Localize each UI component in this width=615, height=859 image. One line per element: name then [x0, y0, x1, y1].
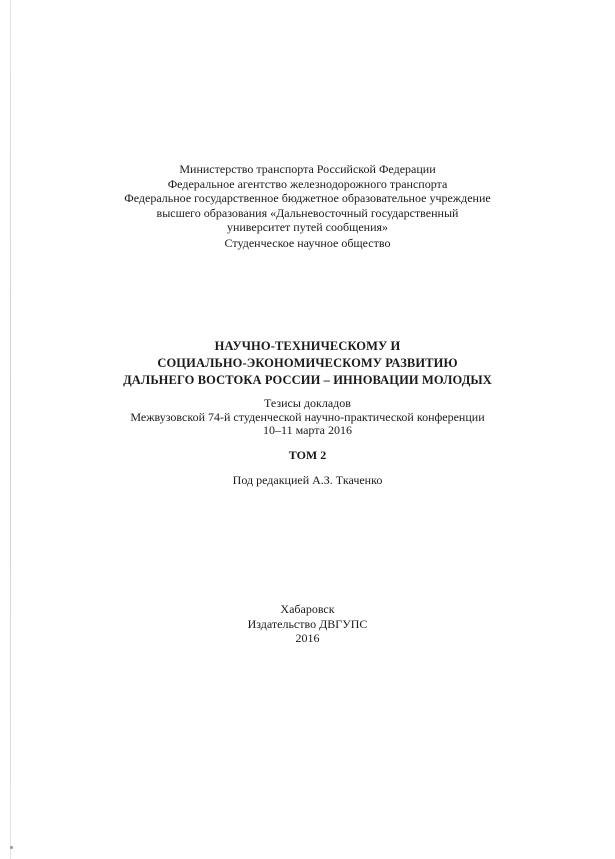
affiliation-university-line1: высшего образования «Дальневосточный государственный	[156, 205, 459, 220]
title-line-3: ДАЛЬНЕГО ВОСТОКА РОССИИ – ИННОВАЦИИ МОЛОДЫХ	[123, 373, 492, 387]
title-line-1: НАУЧНО-ТЕХНИЧЕСКОМУ И	[214, 339, 401, 353]
imprint-publisher: Издательство ДВГУПС	[247, 616, 368, 631]
conference-subtitle	[0, 397, 615, 438]
subtitle-line-1: Тезисы докладов	[264, 396, 351, 410]
society-name: Студенческое научное общество	[224, 236, 391, 250]
affiliation-ministry: Министерство транспорта Российской Федерации	[179, 162, 436, 176]
scan-artifact-dot	[10, 846, 13, 849]
title-line-2: СОЦИАЛЬНО-ЭКОНОМИЧЕСКОМУ РАЗВИТИЮ	[157, 356, 458, 370]
imprint-block	[0, 602, 615, 646]
affiliation-university-line2: университет путей сообщения»	[226, 220, 389, 234]
volume-label: ТОМ 2	[288, 448, 327, 462]
subtitle-line-3: 10–11 марта 2016	[263, 423, 352, 437]
affiliation-agency: Федеральное агентство железнодорожного транспорта	[167, 176, 448, 191]
conference-title	[0, 338, 615, 389]
imprint-year: 2016	[295, 631, 320, 645]
imprint-city: Хабаровск	[280, 602, 335, 616]
affiliations-block	[0, 162, 615, 235]
affiliation-institution: Федеральное государственное бюджетное образовательное учреждение	[124, 191, 491, 205]
subtitle-line-2: Межвузовской 74-й студенческой научно-практической конференции	[130, 409, 485, 424]
editor-line: Под редакцией А.З. Ткаченко	[232, 473, 383, 487]
